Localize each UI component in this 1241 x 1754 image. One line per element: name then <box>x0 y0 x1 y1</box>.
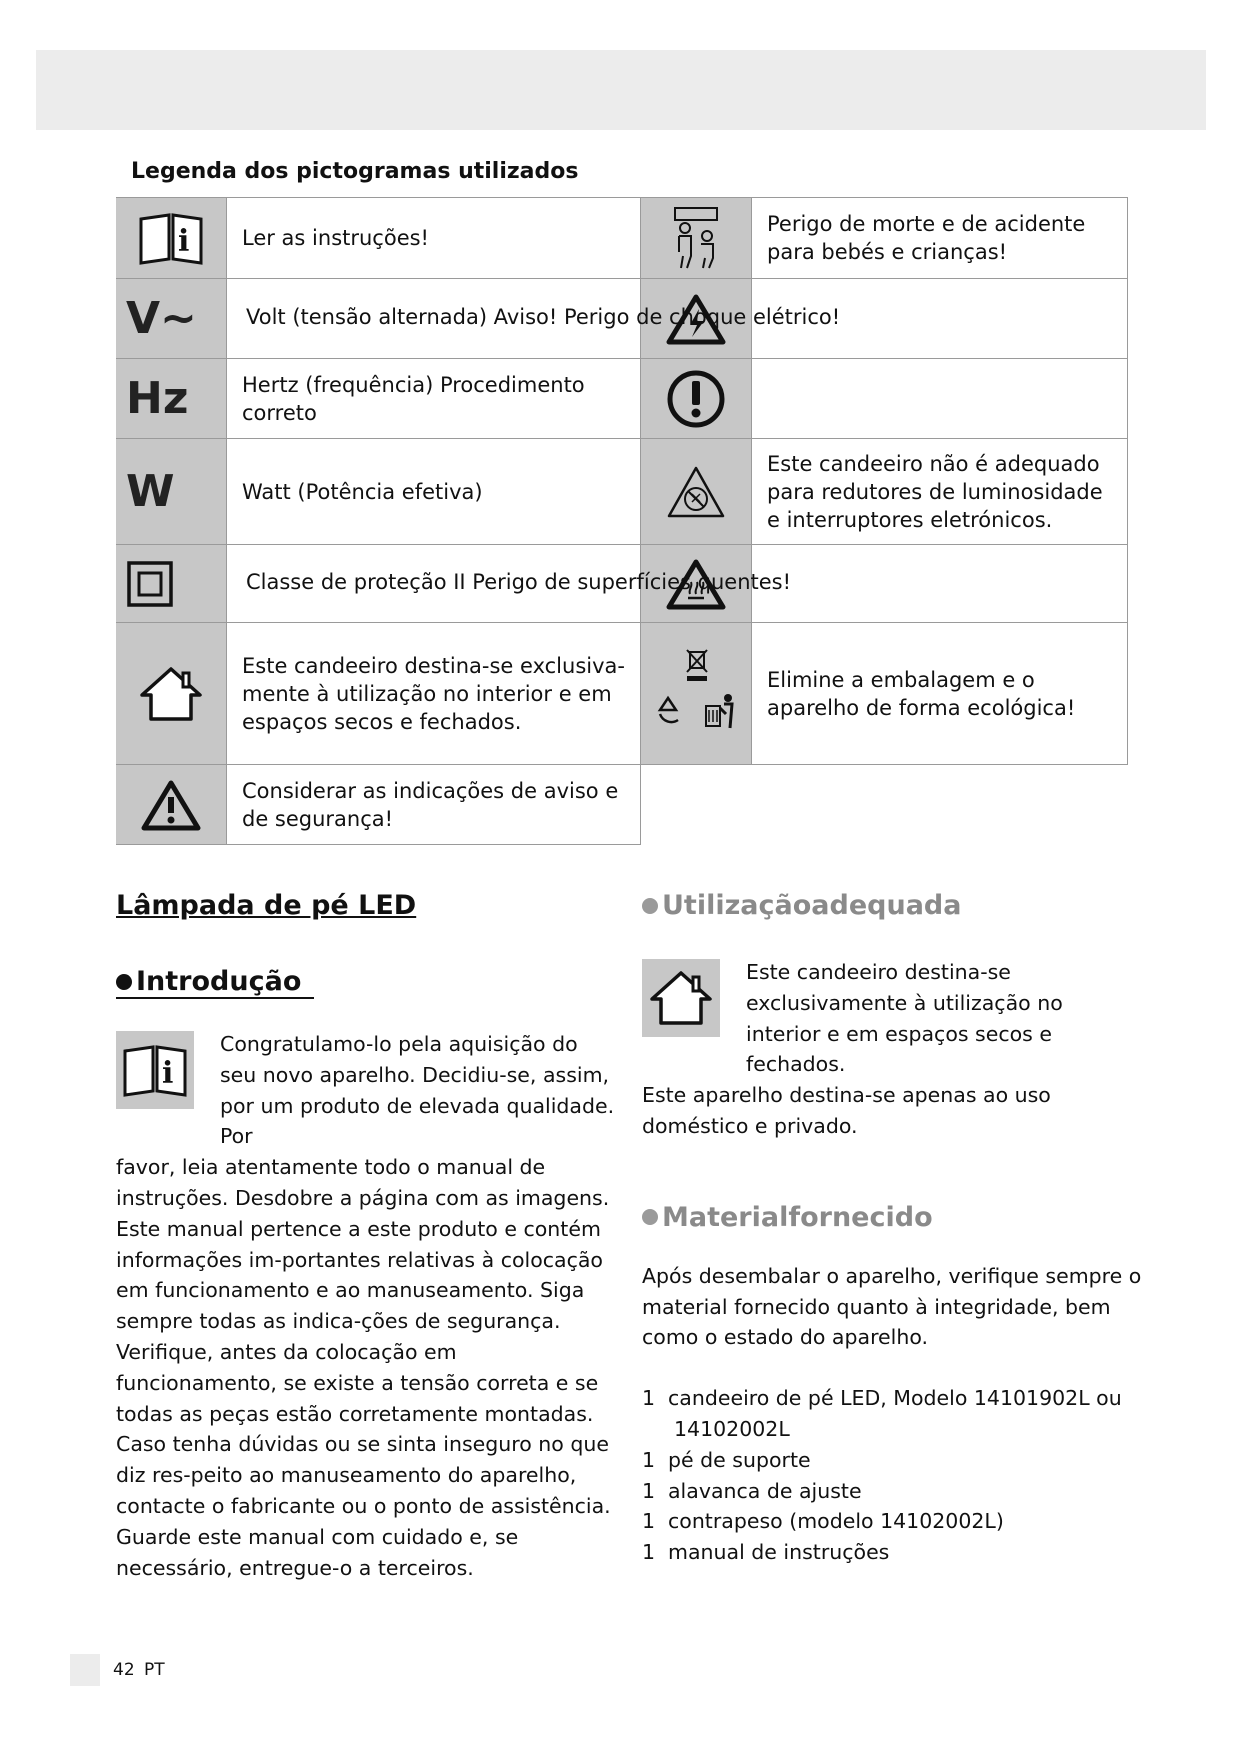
footer-marker <box>70 1654 100 1686</box>
svg-text:i: i <box>162 1056 174 1091</box>
bullet-icon <box>642 898 658 914</box>
child-danger-text: Perigo de morte e de acidente para bebés e crianças! <box>752 198 1128 279</box>
usage-paragraph-1: Este candeeiro destina-se exclusivamente à utilização no interior e em espaços secos e fechados. <box>746 960 1063 1077</box>
bullet-icon <box>116 974 132 990</box>
page-number: 42 <box>113 1660 135 1680</box>
list-item: 1 manual de instruções <box>642 1540 890 1565</box>
right-column <box>642 890 1142 1568</box>
list-item-continuation: 14102002L <box>674 1416 790 1441</box>
dispose-text: Elimine a embalagem e o aparelho de forma ecológica! <box>752 623 1128 765</box>
supplied-list <box>642 1383 1142 1568</box>
intro-paragraph-start: Congratulamo-lo pela aquisição do seu novo aparelho. Decidiu-se, assim, por um produto de elevada qualidade. Por <box>220 1032 615 1149</box>
indoor-house-icon <box>116 623 227 765</box>
product-title: Lâmpada de pé LED <box>116 890 417 921</box>
child-danger-icon <box>641 198 752 279</box>
list-item: 1 candeeiro de pé LED, Modelo 14101902L ou <box>642 1386 1122 1411</box>
usage-heading <box>642 890 1142 921</box>
supplied-paragraph: Após desembalar o aparelho, verifique sempre o material fornecido quanto à integridade, bem como o estado do aparelho. <box>642 1263 1142 1350</box>
intro-block <box>116 1029 616 1152</box>
legend-title: Legenda dos pictogramas utilizados <box>116 145 1128 198</box>
supplied-heading <box>642 1202 1142 1233</box>
svg-text:i: i <box>178 224 190 259</box>
hertz-text: Hertz (frequência) Procedimento correto <box>227 359 641 439</box>
watt-symbol: W <box>116 439 227 545</box>
list-item: 1 alavanca de ajuste <box>642 1478 862 1503</box>
usage-block <box>642 957 1142 1080</box>
table-blank-area <box>641 765 1129 847</box>
correct-procedure-icon <box>641 359 752 439</box>
volt-text: Volt (tensão alternada) Aviso! Perigo de choque elétrico! <box>246 305 841 329</box>
indoor-text: Este candeeiro destina-se exclusiva-mente à utilização no interior e em espaços secos e fechados. <box>227 623 641 765</box>
bullet-icon <box>642 1209 658 1225</box>
empty-cell <box>752 359 1128 439</box>
left-column <box>116 890 616 1583</box>
indoor-house-icon <box>642 959 720 1037</box>
intro-heading <box>116 966 314 999</box>
read-instructions-icon <box>116 198 227 279</box>
empty-cell <box>752 545 1128 623</box>
usage-paragraph-2: Este aparelho destina-se apenas ao uso doméstico e privado. <box>642 1083 1051 1138</box>
language-code: PT <box>144 1660 165 1680</box>
pictogram-legend-table <box>116 145 1128 845</box>
volt-symbol: V~ <box>116 279 227 359</box>
list-item: 1 contrapeso (modelo 14102002L) <box>642 1509 1004 1534</box>
page-footer <box>113 1660 165 1680</box>
eco-disposal-icon <box>641 623 752 765</box>
general-warning-icon <box>116 765 227 845</box>
no-dimmer-icon <box>641 439 752 545</box>
dimmer-text: Este candeeiro não é adequado para redutores de luminosidade e interruptores eletrónicos. <box>752 439 1128 545</box>
watt-text: Watt (Potência efetiva) <box>227 439 641 545</box>
read-instructions-text: Ler as instruções! <box>227 198 641 279</box>
supplied-heading-text: Materialfornecido <box>662 1201 933 1233</box>
read-instructions-icon <box>116 1031 194 1109</box>
intro-paragraph: favor, leia atentamente todo o manual de instruções. Desdobre a página com as imagens. Este manual pertence a este produto e contém informações im-portantes relativas à colocação em funcionamento e ao manuseamento. Siga sempre todas as indica-ções de segurança. Verifique, antes da colocação em funcionamento, se existe a tensão correta e se todas as peças estão corretamente montadas. Caso tenha dúvidas ou se sinta inseguro no que diz res-peito ao manuseamento do aparelho, contacte o fabricante ou o ponto de assistência. Guarde este manual com cuidado e, se necessário, entregue-o a terceiros. <box>116 1155 611 1580</box>
class-ii-text: Classe de proteção II Perigo de superfícies quentes! <box>246 570 792 594</box>
list-item: 1 pé de suporte <box>642 1447 811 1472</box>
usage-heading-text: Utilizaçãoadequada <box>662 890 962 921</box>
header-band <box>36 50 1206 130</box>
class-ii-icon <box>116 545 227 623</box>
intro-heading-text: Introdução <box>136 966 302 997</box>
warnings-text: Considerar as indicações de aviso e de segurança! <box>227 765 641 845</box>
hz-symbol: Hz <box>116 359 227 439</box>
